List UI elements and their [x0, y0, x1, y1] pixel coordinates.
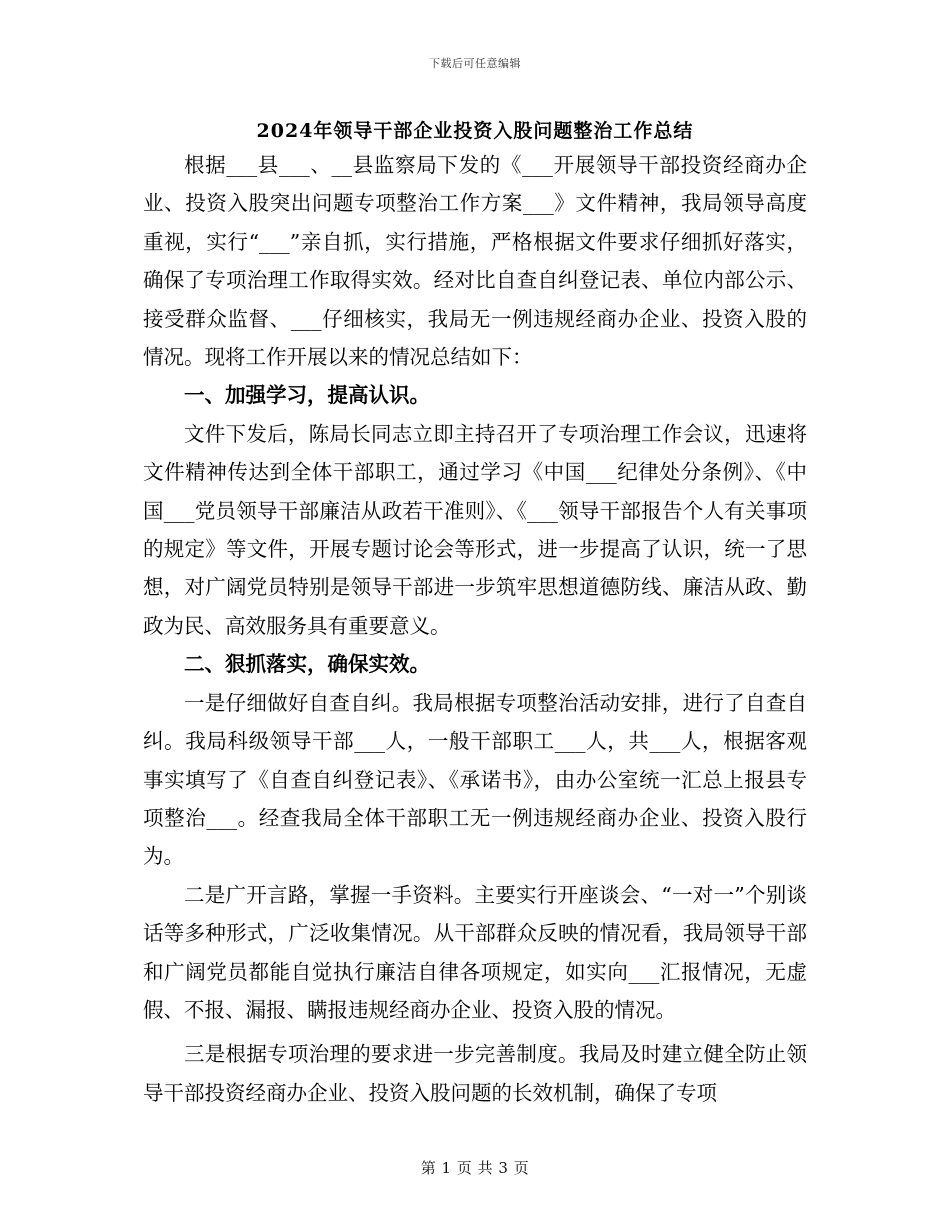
paragraph-open-channels: 二是广开言路，掌握一手资料。主要实行开座谈会、“一对一”个别谈话等多种形式，广泛收集情况。从干部群众反映的情况看，我局领导干部和广阔党员都能自觉执行廉洁自律各项规定，如实向___汇报情况，无虚假、不报、漏报、瞒报违规经商办企业、投资入股的情况。	[143, 882, 807, 1022]
paragraph-study: 文件下发后，陈局长同志立即主持召开了专项治理工作会议，迅速将文件精神传达到全体干部职工，通过学习《中国___纪律处分条例》、《中国___党员领导干部廉洁从政若干准则》、《___领导干部报告个人有关事项的规定》等文件，开展专题讨论会等形式，进一步提高了认识，统一了思想，对广阔党员特别是领导干部进一步筑牢思想道德防线、廉洁从政、勤政为民、高效服务具有重要意义。	[143, 421, 807, 638]
page-header: 下载后可任意编辑	[429, 57, 521, 70]
document-title: 2024年领导干部企业投资入股问题整治工作总结	[256, 120, 694, 142]
paragraph-improve-system: 三是根据专项治理的要求进一步完善制度。我局及时建立健全防止领导干部投资经商办企业、投资入股问题的长效机制，确保了专项	[143, 1042, 807, 1105]
page-number: 第 1 页 共 3 页	[420, 1159, 530, 1177]
paragraph-self-check: 一是仔细做好自查自纠。我局根据专项整治活动安排，进行了自查自纠。我局科级领导干部___人，一般干部职工___人，共___人，根据客观事实填写了《自查自纠登记表》、《承诺书》，由办公室统一汇总上报县专项整治___。经查我局全体干部职工无一例违规经商办企业、投资入股行为。	[143, 690, 807, 869]
section-heading-1: 一、加强学习，提高认识。	[184, 383, 430, 408]
document-body	[143, 146, 807, 1112]
section-heading-2: 二、狠抓落实，确保实效。	[184, 652, 430, 677]
paragraph-intro: 根据___县___、__县监察局下发的《___开展领导干部投资经商办企业、投资入股突出问题专项整治工作方案___》文件精神，我局领导高度重视，实行“___”亲自抓，实行措施，严格根据文件要求仔细抓好落实，确保了专项治理工作取得实效。经对比自查自纠登记表、单位内部公示、接受群众监督、___仔细核实，我局无一例违规经商办企业、投资入股的情况。现将工作开展以来的情况总结如下：	[143, 153, 807, 370]
